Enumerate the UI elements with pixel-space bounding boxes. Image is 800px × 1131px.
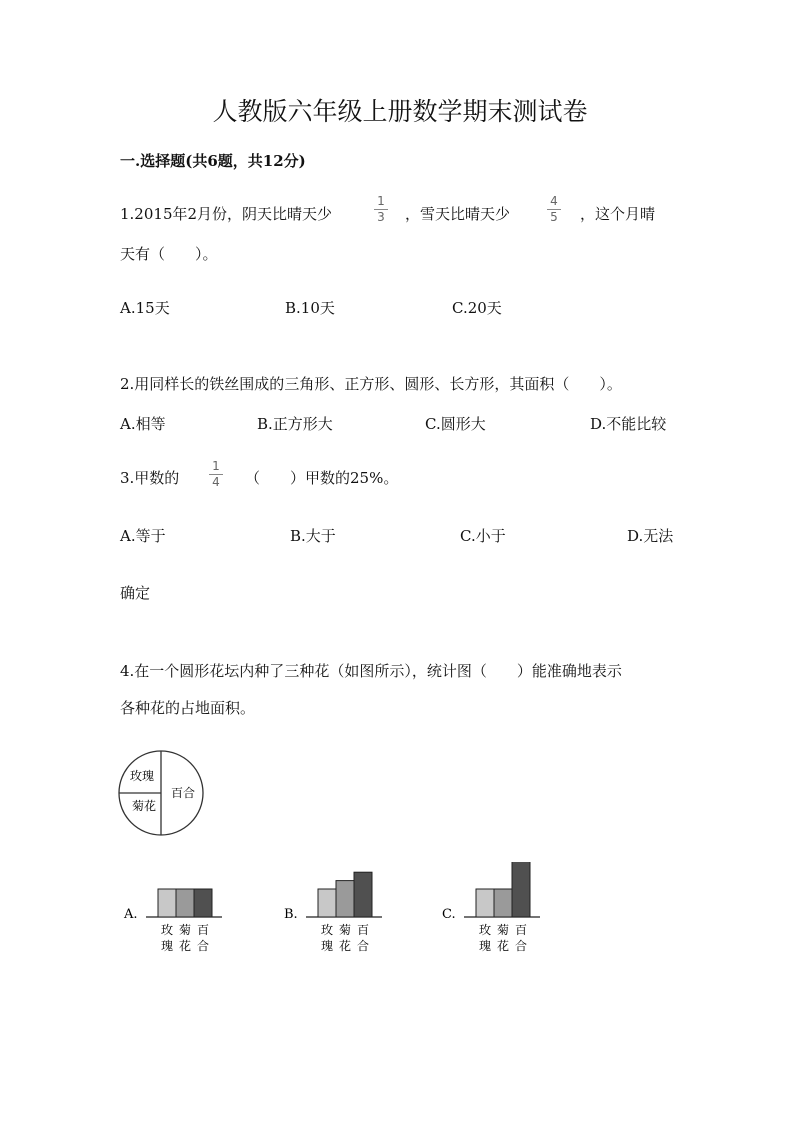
bar-lily <box>354 872 372 917</box>
bar-category-label-top: 百 <box>196 923 210 937</box>
bar-category-label-top: 菊 <box>338 923 352 937</box>
bar-category-label-bottom: 合 <box>514 939 528 953</box>
q3-frac-denominator: 4 <box>212 475 220 489</box>
bar-chrysanthemum <box>494 889 512 917</box>
bar-category-label-bottom: 花 <box>496 939 510 953</box>
bar-lily <box>194 889 212 917</box>
bar-category-label-top: 玫 <box>478 923 492 937</box>
q1-frac1-denominator: 3 <box>377 210 385 224</box>
q4-text-line2: 各种花的占地面积。 <box>120 699 256 717</box>
bar-chart-option-c[interactable] <box>442 862 540 953</box>
bar-chrysanthemum <box>176 889 194 917</box>
bar-category-label-bottom: 瑰 <box>478 939 492 953</box>
section-heading: 一.选择题(共6题，共12分) <box>120 152 306 170</box>
circle-label-rose: 玫瑰 <box>129 769 155 783</box>
bar-chart-label: C. <box>442 907 456 922</box>
q3-option-c[interactable]: C.小于 <box>460 527 506 545</box>
bar-chart-label: B. <box>284 907 298 922</box>
q1-fraction-1 <box>372 195 390 224</box>
bar-category-label-bottom: 花 <box>338 939 352 953</box>
q2-option-b[interactable]: B.正方形大 <box>257 415 333 433</box>
q1-text-part3: ，这个月晴 <box>580 205 656 223</box>
bar-chrysanthemum <box>336 881 354 917</box>
bar-category-label-bottom: 花 <box>178 939 192 953</box>
q4-text-line1: 4.在一个圆形花坛内种了三种花（如图所示），统计图（ ）能准确地表示 <box>120 662 622 680</box>
bar-category-label-top: 玫 <box>320 923 334 937</box>
bar-chart-option-a[interactable] <box>123 889 222 953</box>
bar-category-label-top: 百 <box>356 923 370 937</box>
bar-category-label-top: 玫 <box>160 923 174 937</box>
q1-text-part1: 1.2015年2月份，阴天比晴天少 <box>120 205 333 223</box>
bar-category-label-bottom: 合 <box>356 939 370 953</box>
q1-option-a[interactable]: A.15天 <box>120 299 170 317</box>
circle-label-chrysanthemum: 菊花 <box>131 799 157 813</box>
q1-option-b[interactable]: B.10天 <box>285 299 335 317</box>
bar-category-label-top: 菊 <box>178 923 192 937</box>
bar-category-label-bottom: 瑰 <box>160 939 174 953</box>
bar-category-label-top: 菊 <box>496 923 510 937</box>
q3-fraction <box>207 460 225 489</box>
q3-option-a[interactable]: A.等于 <box>120 527 166 545</box>
q3-text-part2: （ ）甲数的25%。 <box>245 469 399 487</box>
q3-option-d-continuation: 确定 <box>120 584 151 602</box>
bar-rose <box>318 889 336 917</box>
page-title: 人教版六年级上册数学期末测试卷 <box>212 97 588 126</box>
bar-chart-option-b[interactable] <box>284 872 382 953</box>
q1-frac1-numerator: 1 <box>377 194 385 208</box>
q1-text-line2: 天有（ ）。 <box>120 245 218 263</box>
q2-option-c[interactable]: C.圆形大 <box>425 415 486 433</box>
q2-option-a[interactable]: A.相等 <box>120 415 166 433</box>
circle-label-lily: 百合 <box>170 786 196 800</box>
q1-fraction-2 <box>545 195 563 224</box>
bar-lily <box>512 862 530 917</box>
q3-option-d[interactable]: D.无法 <box>627 527 674 545</box>
bar-category-label-bottom: 合 <box>196 939 210 953</box>
bar-category-label-bottom: 瑰 <box>320 939 334 953</box>
q2-option-d[interactable]: D.不能比较 <box>590 415 667 433</box>
bar-rose <box>476 889 494 917</box>
q1-text-part2: ，雪天比晴天少 <box>405 205 511 223</box>
q1-frac2-denominator: 5 <box>550 210 558 224</box>
bar-chart-label: A. <box>124 907 138 922</box>
q3-option-b[interactable]: B.大于 <box>290 527 336 545</box>
q1-option-c[interactable]: C.20天 <box>452 299 502 317</box>
q2-text: 2.用同样长的铁丝围成的三角形、正方形、圆形、长方形，其面积（ ）。 <box>120 375 622 393</box>
flowerbed-circle-diagram <box>115 747 207 839</box>
q3-frac-numerator: 1 <box>212 459 220 473</box>
q3-text-part1: 3.甲数的 <box>120 469 180 487</box>
bar-category-label-top: 百 <box>514 923 528 937</box>
bar-rose <box>158 889 176 917</box>
bar-chart-options <box>110 862 610 962</box>
q1-frac2-numerator: 4 <box>550 194 558 208</box>
